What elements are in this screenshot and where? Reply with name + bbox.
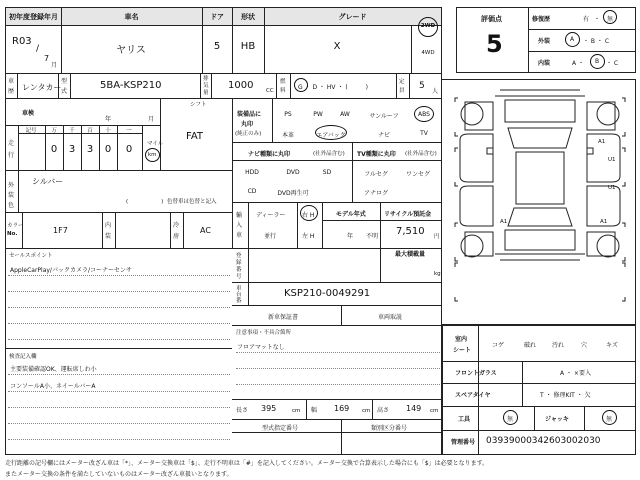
color-label-a: 外 <box>8 182 15 189</box>
navi-title: ナビ種類に丸印 <box>248 151 291 158</box>
shape-value: HB <box>240 41 256 52</box>
reg-number-label-d: 号 <box>236 274 242 280</box>
inspection-label: 車検 <box>22 110 35 117</box>
color-no-value: 1F7 <box>53 226 68 235</box>
ac-label-a: 冷 <box>173 222 180 229</box>
tv-oneseg: ワンセグ <box>405 171 431 178</box>
sales-point-label: セールスポイント <box>9 253 53 259</box>
repair-yes: 有 <box>583 16 590 23</box>
capacity-value: 5 <box>419 81 425 91</box>
seat-scratch: キズ <box>606 342 618 349</box>
inspector-note-2: コンソールA小、ネイールバーA <box>10 383 96 390</box>
capacity-label-b: 員 <box>399 88 405 94</box>
inspection-month: 月 <box>148 116 155 123</box>
drive-2wd-label: 2WD <box>420 23 436 29</box>
inspection-year: 年 <box>105 116 112 123</box>
seat-label-b: シート <box>453 347 472 354</box>
import-label-b: 入 <box>236 222 243 229</box>
footer-note-1: 走行距離の記号欄にはメーター改ざん車は「*」、メーター交換車は「$」、走行不明車は「#」を記入してください。メーター交換で合算表示した場合にも「$」は必要となります。 <box>5 460 489 467</box>
mileage-digit: 3 <box>68 144 76 155</box>
height-unit: cm <box>430 408 439 414</box>
defect-text: フロアマットなし <box>237 344 285 351</box>
fuel-label-b: 料 <box>280 88 286 94</box>
digit-header-1: 万 <box>51 128 57 134</box>
interior-label: 内装 <box>538 60 551 67</box>
equipment-title: 装備品に <box>237 111 262 118</box>
import-label-a: 輸 <box>236 212 243 219</box>
chassis-label-b: 台 <box>236 292 242 298</box>
tv-analog: アナログ <box>363 190 389 197</box>
seat-hole: 穴 <box>580 342 588 349</box>
height-value: 149 <box>406 404 422 413</box>
equip-aw: AW <box>340 111 350 118</box>
reg-number-label-c: 番 <box>236 267 242 273</box>
tools-value: 無 <box>507 416 514 423</box>
width-value: 169 <box>334 404 350 413</box>
chassis-label-a: 車 <box>236 286 242 292</box>
car-name-header: 車名 <box>61 8 202 25</box>
repair-sep: ・ <box>594 16 601 23</box>
jack-label: ジャッキ <box>545 416 569 423</box>
defect-label: 注意事項・不具合箇所 <box>236 330 292 336</box>
digit-header-4: 十 <box>105 128 111 134</box>
score-label: 評価点 <box>481 15 502 23</box>
mileage-digit: 0 <box>50 144 58 155</box>
mgmt-label: 管理番号 <box>451 439 476 446</box>
digit-header-5: 一 <box>126 128 132 134</box>
exterior-a: A <box>570 36 575 43</box>
car-diagram <box>450 82 630 322</box>
equip-ps: PS <box>284 111 292 118</box>
doors-header: ドア <box>202 8 232 25</box>
inspector-notes-label: 検査記入欄 <box>9 354 37 360</box>
navi-hdd: HDD <box>245 169 259 176</box>
equip-sunroof: サンルーフ <box>369 113 399 120</box>
first-reg-month: 7 <box>44 54 50 63</box>
navi-dvd-play: DVD再生可 <box>277 190 309 197</box>
reg-history-value: レンタカー <box>22 83 62 92</box>
equip-tv: TV <box>420 130 428 137</box>
handle-right: 右 H <box>302 212 315 219</box>
sales-point-text: AppleCarPlay/バックカメラ/コーナーセンサ <box>10 267 132 274</box>
first-reg-year: R03 <box>12 36 32 47</box>
recycle-unit: 円 <box>434 234 440 240</box>
seat-burn: コゲ <box>491 342 505 349</box>
first-reg-month-unit: 月 <box>51 62 58 69</box>
seat-tear: 破れ <box>523 342 537 349</box>
model-year-year: 年 <box>347 233 354 240</box>
import-dealer: ディーラー <box>256 212 286 219</box>
equip-navi: ナビ <box>377 132 391 139</box>
width-unit: cm <box>362 408 371 414</box>
capacity-label-a: 定 <box>399 79 405 85</box>
repair-no: 無 <box>607 16 614 23</box>
shift-label: シフト <box>190 102 207 108</box>
drive-4wd-label: 4WD <box>421 50 435 56</box>
seat-label-a: 室内 <box>455 336 468 343</box>
mile-label: マイル <box>147 141 164 147</box>
color-label-b: 装 <box>8 192 15 199</box>
mgmt-value: 03939000342603002030 <box>486 436 601 446</box>
ac-value: AC <box>200 226 211 235</box>
fuel-label-a: 燃 <box>280 79 286 85</box>
model-code: 5BA-KSP210 <box>100 80 162 91</box>
color-note: 色替車は色替と記入 <box>167 199 217 205</box>
displacement-label-b: 気 <box>203 83 209 89</box>
tools-label: 工具 <box>458 416 471 423</box>
score-value: 5 <box>486 30 503 58</box>
displacement-unit: CC <box>266 88 274 94</box>
handle-left: 左 H <box>302 233 315 240</box>
first-reg-slash: / <box>36 44 40 54</box>
digit-header-0: 記号 <box>25 128 37 134</box>
reg-history-label-top: 車 <box>8 78 15 85</box>
first-reg-header: 初年度登録年月 <box>6 8 61 25</box>
mileage-digit: 3 <box>86 144 94 155</box>
length-unit: cm <box>292 408 301 414</box>
doors-value: 5 <box>213 41 221 52</box>
glass-label: フロントガラス <box>455 370 497 377</box>
diagram-label-u1-right-front: U1 <box>608 157 616 163</box>
repair-label: 修復歴 <box>532 16 551 23</box>
equipment-title2: 丸印 <box>241 121 254 128</box>
displacement-label-c: 量 <box>203 90 209 96</box>
model-label-bottom: 式 <box>61 88 68 95</box>
model-year-label: モデル年式 <box>336 211 366 218</box>
diagram-label-u1-right-rear: U1 <box>608 185 616 191</box>
diagram-label-a1-left: A1 <box>500 219 508 225</box>
navi-cd: CD <box>247 188 257 195</box>
equip-pw: PW <box>313 111 323 118</box>
reg-number-label-b: 録 <box>236 260 242 266</box>
seat-stain: 汚れ <box>551 342 565 349</box>
max-load-unit: kg <box>434 271 441 277</box>
equip-airbag: エアバック <box>316 132 346 139</box>
mileage-side-b: 行 <box>8 152 15 159</box>
displacement-value: 1000 <box>228 80 254 91</box>
recycle-value: 7,510 <box>396 226 425 237</box>
grade-value: X <box>333 41 341 52</box>
type-designation-label: 型式指定番号 <box>262 425 299 432</box>
ac-label-b: 房 <box>173 233 180 240</box>
interior-c: ・ C <box>606 60 619 67</box>
recycle-label: リサイクル預託金 <box>384 211 432 218</box>
chassis-label-c: 番 <box>236 298 242 304</box>
spare-tire-label: スペアタイヤ <box>455 392 491 399</box>
interior-color-label-a: 内 <box>105 222 112 229</box>
footer-note-2: またメーター交換の条件を満たしていないものはメーター改ざん車扱いとなります。 <box>5 471 233 478</box>
displacement-label-a: 排 <box>203 76 209 82</box>
tv-title: TV種類に丸印 <box>357 151 396 158</box>
jack-value: 無 <box>606 416 613 423</box>
color-no-label-a: カラー <box>7 223 24 229</box>
color-value: シルバー <box>32 177 64 186</box>
model-label-top: 型 <box>61 78 68 85</box>
vehicle-manual: 車両取説 <box>378 314 403 321</box>
exterior-label: 外装 <box>538 38 551 45</box>
import-label-c: 車 <box>236 232 243 239</box>
chassis-value: KSP210-0049291 <box>284 288 371 299</box>
interior-color-label-b: 装 <box>105 233 112 240</box>
color-no-label-b: No. <box>7 231 18 237</box>
navi-sub: (社外品含む) <box>313 151 345 157</box>
reg-history-label-bottom: 歴 <box>8 88 15 95</box>
import-parallel: 並行 <box>264 233 277 240</box>
length-value: 395 <box>261 404 277 413</box>
inspector-note-1: 主要装備確認OK、運転席しわ小 <box>10 366 97 373</box>
car-name-value: ヤリス <box>116 45 146 56</box>
fuel-options: G ・ D ・ HV ・ ( ) <box>298 84 369 91</box>
tv-fullseg: フルセグ <box>364 171 388 178</box>
mileage-digit: 0 <box>125 144 133 155</box>
new-car-warranty: 新車保証書 <box>268 314 299 321</box>
class-number-label: 類別区分番号 <box>371 425 408 432</box>
mileage-digit: 0 <box>104 144 112 155</box>
capacity-unit: 人 <box>432 88 439 95</box>
digit-header-2: 千 <box>69 128 75 134</box>
model-year-unknown: 不明 <box>366 233 379 240</box>
shape-header: 形状 <box>232 8 264 25</box>
reg-number-label-a: 登 <box>236 253 242 259</box>
km-label: km <box>148 152 157 158</box>
spare-tire-options: T ・ 修理KIT ・ 欠 <box>540 392 591 399</box>
width-label: 幅 <box>311 407 318 414</box>
interior-a: A ・ <box>572 60 585 67</box>
diagram-label-a1-front: A1 <box>598 139 606 145</box>
tv-sub: (社外品含む) <box>405 151 437 157</box>
color-paren: ( ) <box>126 199 164 205</box>
shift-value: FAT <box>186 131 204 142</box>
equipment-subtitle: (純正のみ) <box>235 131 262 137</box>
mileage-side-a: 走 <box>8 140 15 147</box>
digit-header-3: 百 <box>87 128 93 134</box>
equip-abs: ABS <box>418 111 430 118</box>
color-label-c: 色 <box>8 202 15 209</box>
height-label: 高さ <box>377 407 390 414</box>
navi-dvd: DVD <box>286 169 300 176</box>
glass-options: A ・ ×要入 <box>560 370 591 377</box>
diagram-label-a1-right: A1 <box>600 219 608 225</box>
equip-leather: 本革 <box>281 132 295 139</box>
grade-header: グレード <box>264 8 441 25</box>
interior-b: B <box>595 58 600 65</box>
length-label: 長さ <box>236 407 249 414</box>
navi-sd: SD <box>322 169 332 176</box>
exterior-rest: ・ B ・ C <box>583 38 610 45</box>
max-load-label: 最大積載量 <box>395 251 426 258</box>
